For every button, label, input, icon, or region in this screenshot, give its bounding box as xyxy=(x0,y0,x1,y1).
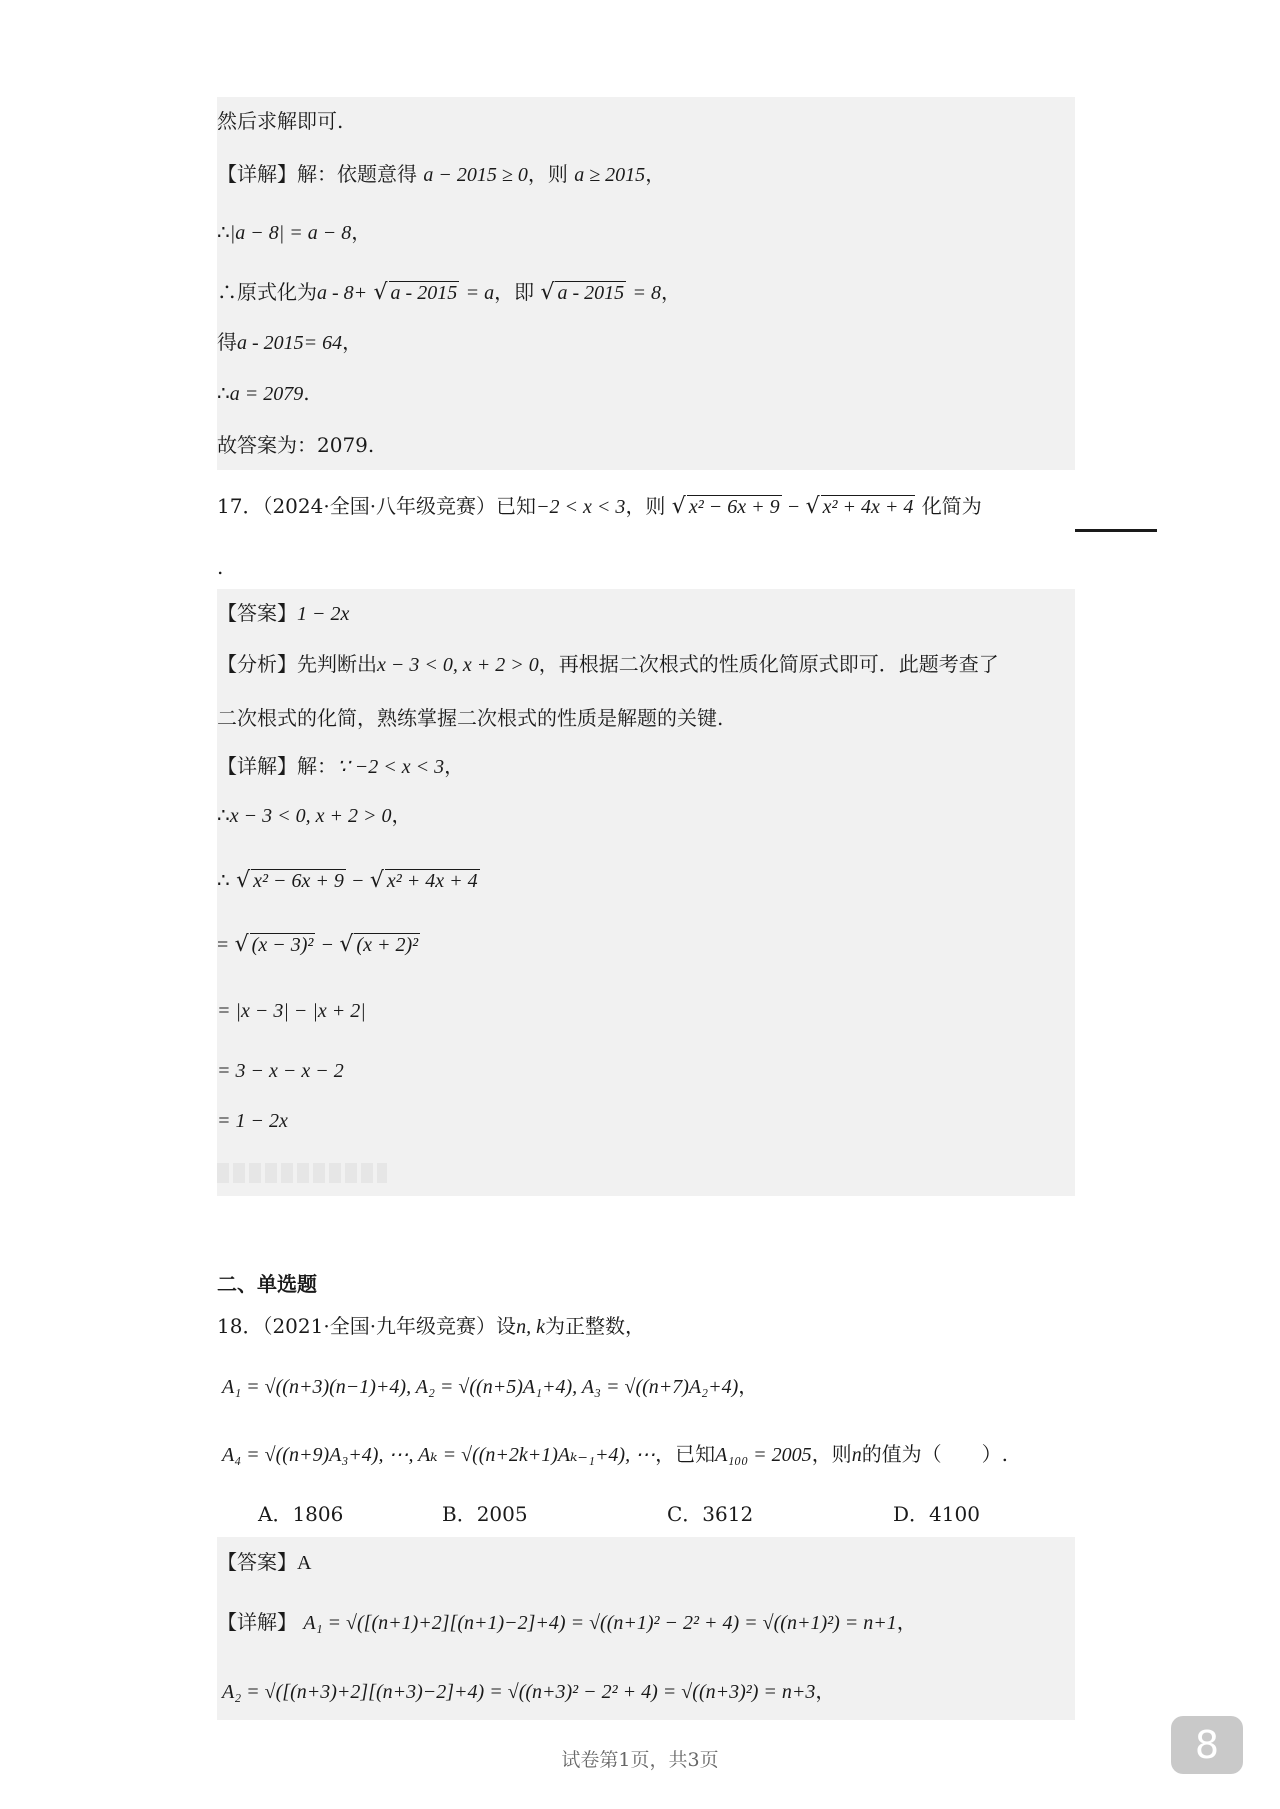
q17-detail: 【详解】解：∵ −2 < x < 3， xyxy=(217,754,465,778)
answer-blank xyxy=(1075,529,1157,532)
answer-tag: 【答案】 xyxy=(217,1550,297,1574)
radicand: a - 2015 xyxy=(390,282,458,304)
radicand: x² + 4x + 4 xyxy=(822,496,914,518)
q18-detail-2: A₂ = √([(n+3)+2][(n+3)−2]+4) = √((n+3)² − 2² + 4) = √((n+3)²) = n+3， xyxy=(222,1679,836,1703)
q17-step-5: = 3 − x − x − 2 xyxy=(217,1060,344,1082)
section-title: 二、单选题 xyxy=(217,1272,317,1296)
sqrt-icon: √ xyxy=(671,494,686,519)
detail-tag: 【详解】 xyxy=(217,1610,297,1634)
radicand: x² − 6x + 9 xyxy=(253,870,344,892)
q18-line-3: A₄ = √((n+9)A₃+4), ⋯, Aₖ = √((n+2k+1)Aₖ₋₁+4), ⋯，已知A₁₀₀ = 2005，则n的值为（ ）. xyxy=(222,1442,1009,1466)
q18-detail-1: 【详解】 A₁ = √([(n+1)+2][(n+1)−2]+4) = √((n+1)² − 2² + 4) = √((n+1)²) = n+1， xyxy=(217,1610,917,1634)
radicand: (x − 3)² xyxy=(251,934,314,956)
q17-step-4: = |x − 3| − |x + 2| xyxy=(217,1000,366,1022)
sqrt-icon: √ xyxy=(373,280,388,305)
prev-line-5: 得a - 2015= 64， xyxy=(217,330,363,354)
sqrt-icon: √ xyxy=(369,868,384,893)
q18-line-2: A₁ = √((n+3)(n−1)+4), A₂ = √((n+5)A₁+4), A₃ = √((n+7)A₂+4)， xyxy=(222,1374,759,1398)
prev-line-6: ∴a = 2079. xyxy=(217,381,310,405)
math-expr: a ≥ 2015 xyxy=(574,164,646,186)
sqrt-icon: √ xyxy=(236,868,251,893)
q17-analysis-line-2: 二次根式的化简，熟练掌握二次根式的性质是解题的关键. xyxy=(217,706,724,730)
q17-answer: 【答案】1 − 2x xyxy=(217,601,350,625)
sqrt-icon: √ xyxy=(805,494,820,519)
radicand: (x + 2)² xyxy=(356,934,419,956)
q17-step-2: ∴ √ x² − 6x + 9 − √ x² + 4x + 4 xyxy=(217,868,478,893)
option-d: D．4100 xyxy=(893,1502,980,1526)
prev-line-3: ∴|a − 8| = a − 8， xyxy=(217,220,372,244)
q17-step-1: ∴x − 3 < 0, x + 2 > 0， xyxy=(217,803,412,827)
prev-line-1: 然后求解即可. xyxy=(217,109,344,133)
q17-step-6: = 1 − 2x xyxy=(217,1110,288,1132)
q17-step-3: = √ (x − 3)² − √ (x + 2)² xyxy=(217,932,419,957)
math-expr: |a − 8| = a − 8 xyxy=(229,222,352,244)
page-number-badge: 8 xyxy=(1171,1716,1243,1774)
prev-line-2: 【详解】解：依题意得 a − 2015 ≥ 0，则 a ≥ 2015， xyxy=(217,162,666,186)
q17-dot: . xyxy=(217,555,224,579)
prev-line-4: ∴原式化为a - 8+ √ a - 2015 = a，即 √ a - 2015 = 8， xyxy=(217,280,681,305)
prev-line-7: 故答案为：2079. xyxy=(217,433,375,457)
math-expr: A₄ = √((n+9)A₃+4), ⋯, Aₖ = √((n+2k+1)Aₖ₋₁+4), ⋯ xyxy=(222,1444,656,1466)
answer-tag: 【答案】 xyxy=(217,601,297,625)
q18-answer: 【答案】A xyxy=(217,1550,312,1574)
analysis-tag: 【分析】 xyxy=(217,652,297,676)
radicand: x² + 4x + 4 xyxy=(386,870,478,892)
math-expr: a − 2015 ≥ 0 xyxy=(423,164,528,186)
option-c: C．3612 xyxy=(667,1502,754,1526)
option-a: A．1806 xyxy=(258,1502,344,1526)
math-expr: A₁ = √((n+3)(n−1)+4), A₂ = √((n+5)A₁+4), A₃ = √((n+7)A₂+4) xyxy=(222,1376,739,1398)
detail-tag: 【详解】 xyxy=(217,754,297,778)
sqrt-icon: √ xyxy=(540,280,555,305)
math-expr: −2 < x < 3 xyxy=(536,496,626,518)
page-footer: 试卷第1页，共3页 xyxy=(561,1749,719,1771)
sqrt-icon: √ xyxy=(234,932,249,957)
q18-stem: 18．（2021·全国·九年级竞赛）设n, k为正整数， xyxy=(217,1314,645,1338)
faded-text-artifact xyxy=(217,1163,387,1183)
sqrt-icon: √ xyxy=(339,932,354,957)
option-b: B．2005 xyxy=(442,1502,528,1526)
radicand: a - 2015 xyxy=(557,282,625,304)
math-expr: A₁ = √([(n+1)+2][(n+1)−2]+4) = √((n+1)² − 2² + 4) = √((n+1)²) = n+1 xyxy=(303,1612,897,1634)
detail-tag: 【详解】 xyxy=(217,162,297,186)
math-expr: A₂ = √([(n+3)+2][(n+3)−2]+4) = √((n+3)² − 2² + 4) = √((n+3)²) = n+3 xyxy=(222,1681,816,1703)
radicand: x² − 6x + 9 xyxy=(688,496,780,518)
q17-stem: 17．（2024·全国·八年级竞赛）已知−2 < x < 3，则 √ x² − 6x + 9 − √ x² + 4x + 4 化简为 xyxy=(217,494,982,519)
q17-analysis: 【分析】先判断出x − 3 < 0, x + 2 > 0，再根据二次根式的性质化简原式即可．此题考查了 xyxy=(217,652,999,676)
